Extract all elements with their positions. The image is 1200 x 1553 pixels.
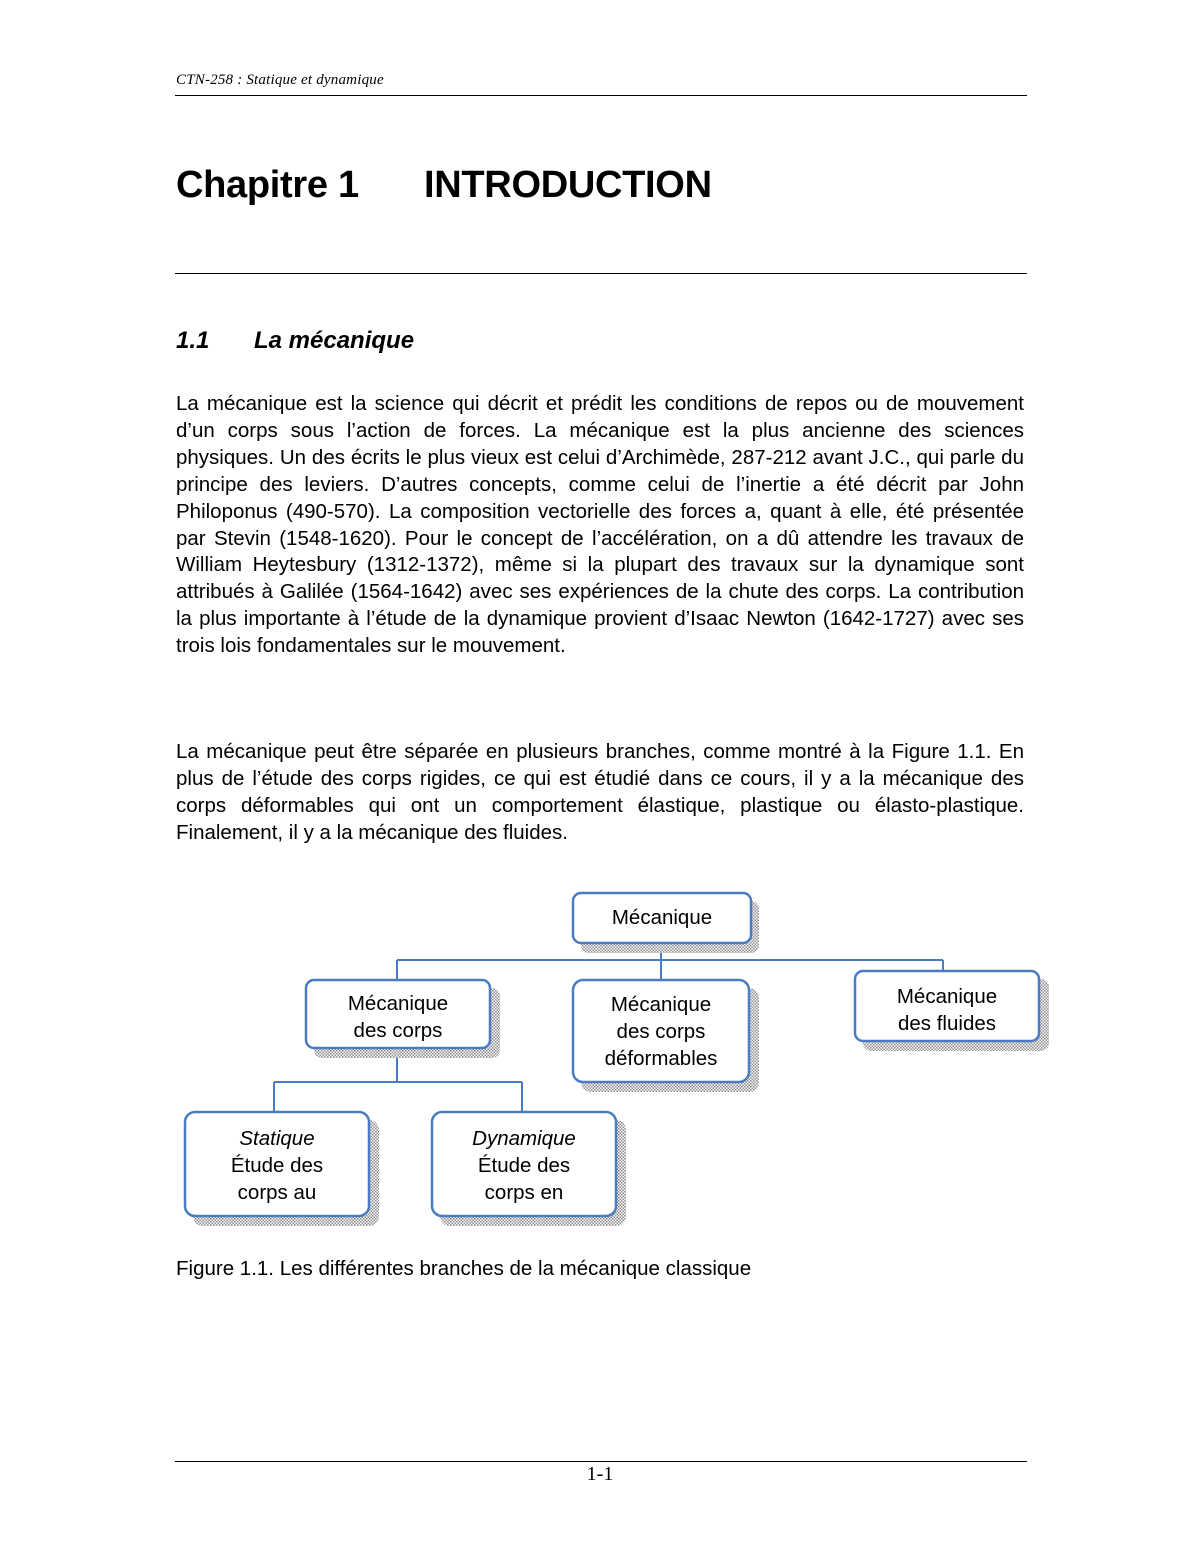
node-deformable-line-1: Mécanique: [610, 993, 712, 1016]
footer-rule: [175, 1461, 1027, 1462]
node-deformable-label: [573, 991, 749, 1072]
section-name: La mécanique: [254, 327, 415, 354]
node-root-label: [573, 904, 751, 931]
node-rigid-label: [306, 990, 490, 1044]
node-deformable-line-3: déformables: [604, 1047, 718, 1070]
figure-caption: Figure 1.1. Les différentes branches de la mécanique classique: [176, 1257, 752, 1280]
page-number: 1-1: [586, 1463, 614, 1485]
section-number: 1.1: [176, 327, 210, 354]
node-dynamics-heading: Dynamique: [472, 1127, 576, 1150]
node-root-line-1: Mécanique: [611, 906, 713, 929]
node-fluids-label: [855, 983, 1039, 1037]
paragraph-1: La mécanique est la science qui décrit et prédit les conditions de repos ou de mouvement d’un corps sous l’action de forces. La mécanique est la plus ancienne des sciences physiques. Un des écrits le plus vieux est celui d’Archimède, 287-212 avant J.C., qui parle du principe des leviers. D’autres concepts, comme celui de l’inertie a été décrit par John Philoponus (490-570). La composition vectorielle des forces a, quant à elle, été présentée par Stevin (1548-1620). Pour le concept de l’accélération, on a dû attendre les travaux de William Heytesbury (1312-1372), même si la plupart des travaux sur la dynamique sont attribués à Galilée (1564-1642) avec ses expériences de la chute des corps. La contribution la plus importante à l’étude de la dynamique provient d’Isaac Newton (1642-1727) avec ses trois lois fondamentales sur le mouvement.: [176, 392, 1024, 658]
node-fluids-line-2: des fluides: [897, 1012, 996, 1035]
node-statics-line-1: Étude des: [230, 1154, 324, 1177]
node-rigid-line-2: des corps: [353, 1019, 443, 1042]
node-deformable-line-2: des corps: [616, 1020, 706, 1043]
node-statics-line-2: corps au: [237, 1181, 317, 1204]
node-fluids-line-1: Mécanique: [896, 985, 998, 1008]
node-statics-label: [185, 1125, 369, 1206]
running-header: CTN-258 : Statique et dynamique: [176, 72, 384, 88]
node-rigid-line-1: Mécanique: [347, 992, 449, 1015]
chapter-name: INTRODUCTION: [424, 164, 712, 206]
node-statics-heading: Statique: [239, 1127, 315, 1150]
paragraph-2: La mécanique peut être séparée en plusieurs branches, comme montré à la Figure 1.1. En plus de l’étude des corps rigides, ce qui est étudié dans ce cours, il y a la mécanique des corps déformables qui ont un comportement élastique, plastique ou élasto-plastique. Finalement, il y a la mécanique des fluides.: [176, 740, 1024, 844]
chapter-number: Chapitre 1: [176, 164, 359, 206]
node-dynamics-line-1: Étude des: [477, 1154, 571, 1177]
node-dynamics-line-2: corps en: [484, 1181, 564, 1204]
node-dynamics-label: [432, 1125, 616, 1206]
